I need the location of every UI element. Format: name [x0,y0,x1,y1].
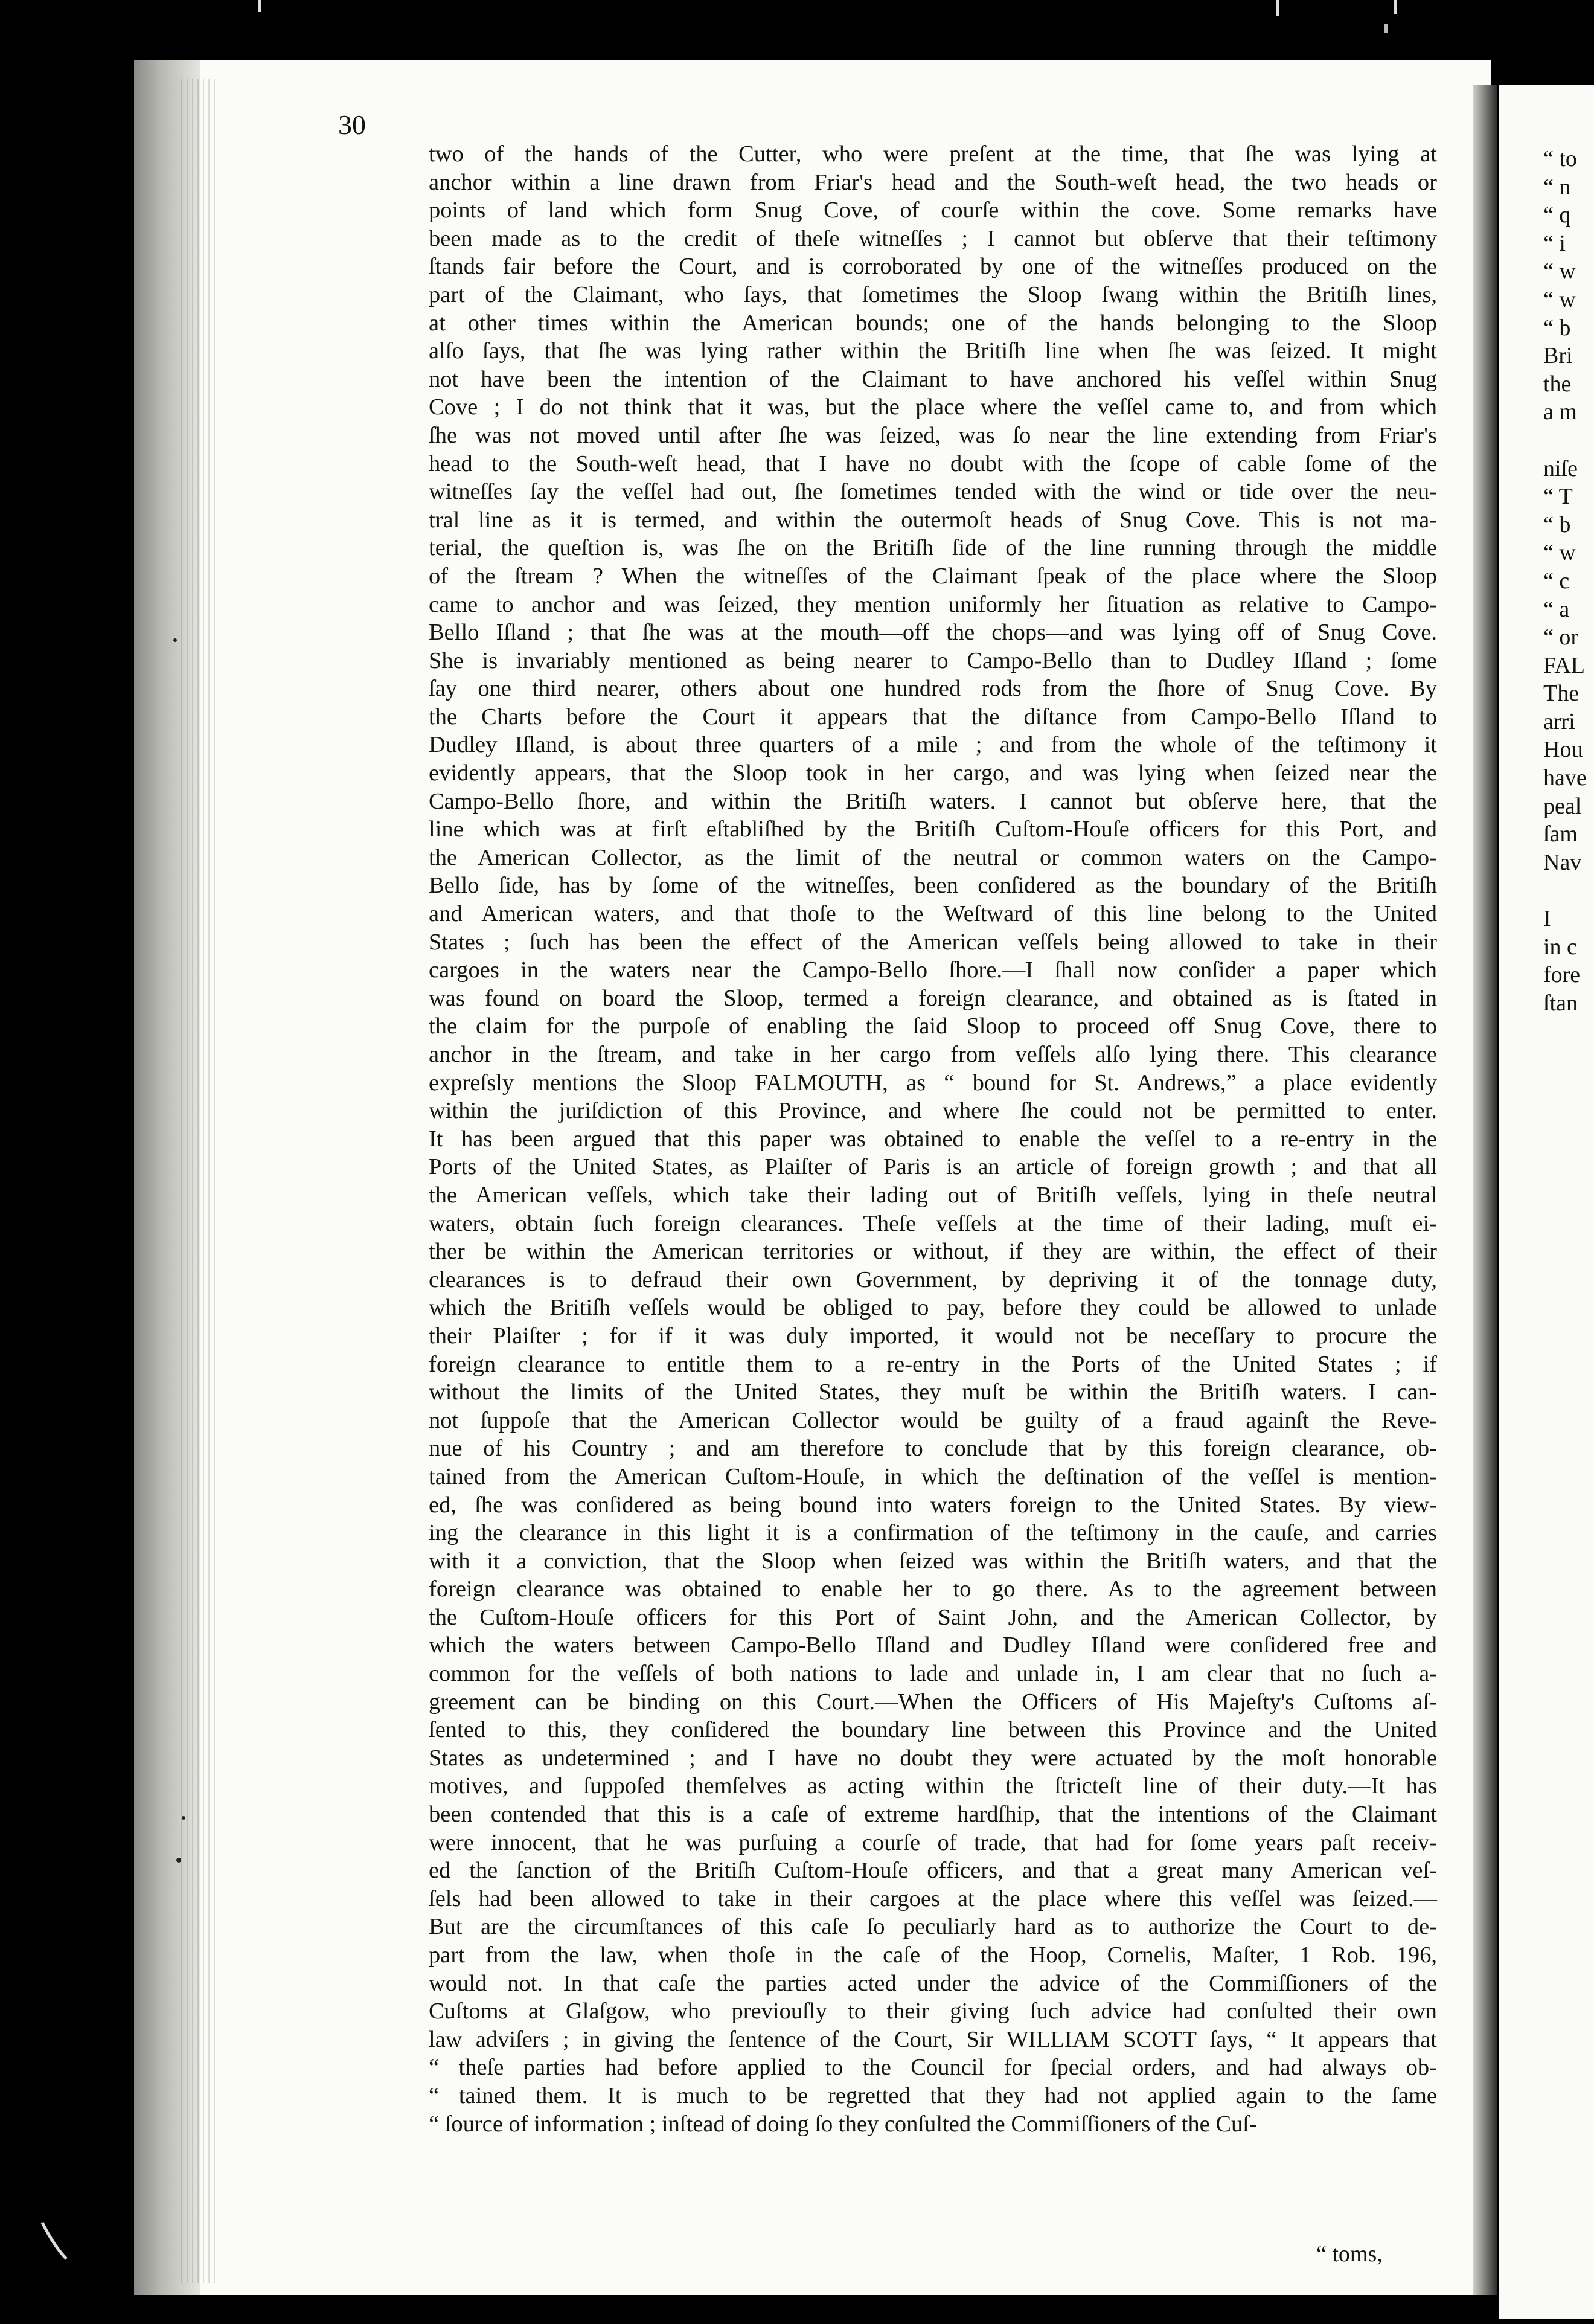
text-line: ther be within the American territories or without, if they are within, the effect of their [429,1239,1437,1265]
text-line: ing the clearance in this light it is a confirmation of the teſtimony in the cauſe, and carries [429,1520,1437,1546]
text-line: their Plaiſter ; for if it was duly imported, it would not be neceſſary to procure the [429,1323,1437,1349]
facing-text-line: Bri [1543,343,1573,369]
text-line: within the juriſdiction of this Province, and where ſhe could not be permitted to enter. [429,1098,1437,1124]
text-line: motives, and ſuppoſed themſelves as acting within the ſtricteſt line of their duty.—It has [429,1773,1437,1799]
text-line: She is invariably mentioned as being nearer to Campo-Bello than to Dudley Iſland ; ſome [429,647,1437,673]
text-line: came to anchor and was ſeized, they mention uniformly her ſituation as relative to Campo- [429,591,1437,617]
text-line: It has been argued that this paper was obtained to enable the veſſel to a re-entry in the [429,1126,1437,1152]
text-line: the Cuſtom-Houſe officers for this Port of Saint John, and the American Collector, by [429,1604,1437,1630]
facing-text-line: FAL [1543,652,1585,678]
facing-text-line: fore [1543,962,1581,988]
facing-text-line: “ w [1543,258,1576,284]
text-line: points of land which form Snug Cove, of courſe within the cove. Some remarks have [429,197,1437,223]
text-line: which the waters between Campo-Bello Iſland and Dudley Iſland were conſidered free and [429,1632,1437,1658]
body-text [429,140,1437,2138]
facing-page-text [1543,145,1594,1017]
facing-text-line: niſe [1543,455,1578,481]
facing-text-line: in c [1543,934,1577,960]
text-line: part of the Claimant, who ſays, that ſometimes the Sloop ſwang within the Britiſh lines, [429,281,1437,307]
facing-text-line: “ T [1543,484,1573,510]
text-line: not have been the intention of the Claimant to have anchored his veſſel within Snug [429,366,1437,392]
text-line: two of the hands of the Cutter, who were preſent at the time, that ſhe was lying at [429,141,1437,167]
text-line: nue of his Country ; and am therefore to conclude that by this foreign clearance, ob- [429,1436,1437,1462]
facing-text-line [1543,426,1594,455]
text-line: law adviſers ; in giving the ſentence of the Court, Sir WILLIAM SCOTT ſays, “ It appears that [429,2026,1437,2052]
text-line: head to the South-weſt head, that I have no doubt with the ſcope of cable ſome of the [429,451,1437,477]
text-line: foreign clearance was obtained to enable her to go there. As to the agreement between [429,1576,1437,1602]
text-line: anchor within a line drawn from Friar's head and the South-weſt head, the two heads or [429,169,1437,195]
text-line: cargoes in the waters near the Campo-Bello ſhore.—I ſhall now conſider a paper which [429,957,1437,983]
text-line: terial, the queſtion is, was ſhe on the Britiſh ſide of the line running through the middle [429,535,1437,561]
text-line: expreſsly mentions the Sloop FALMOUTH, as “ bound for St. Andrews,” a place evidently [429,1070,1437,1096]
text-line: Cove ; I do not think that it was, but the place where the veſſel came to, and from which [429,394,1437,420]
facing-text-line: Hou [1543,737,1583,763]
facing-text-line: Nav [1543,849,1582,875]
text-line: tained from the American Cuſtom-Houſe, in which the deſtination of the veſſel is mention- [429,1463,1437,1489]
text-line: evidently appears, that the Sloop took in her cargo, and was lying when ſeized near the [429,760,1437,786]
text-line: ſhe was not moved until after ſhe was ſeized, was ſo near the line extending from Friar's [429,422,1437,448]
text-line: ed, ſhe was conſidered as being bound into waters foreign to the United States. By view- [429,1492,1437,1518]
text-line: the American veſſels, which take their lading out of Britiſh veſſels, lying in theſe neutral [429,1182,1437,1208]
text-line: Bello ſide, has by ſome of the witneſſes, been conſidered as the boundary of the Britiſh [429,873,1437,899]
text-line: ſented to this, they conſidered the boundary line between this Province and the United [429,1717,1437,1743]
facing-text-line: “ b [1543,315,1571,341]
facing-text-line: peal [1543,793,1582,819]
text-line: the Charts before the Court it appears that the diſtance from Campo-Bello Iſland to [429,704,1437,730]
text-line: ſay one third nearer, others about one hundred rods from the ſhore of Snug Cove. By [429,676,1437,702]
text-line: greement can be binding on this Court.—When the Officers of His Majeſty's Cuſtoms aſ- [429,1689,1437,1715]
facing-text-line: ſam [1543,821,1578,847]
facing-text-line: “ w [1543,286,1576,312]
text-line: But are the circumſtances of this caſe ſo peculiarly hard as to authorize the Court to de- [429,1914,1437,1940]
text-line: “ tained them. It is much to be regretted that they had not applied again to the ſame [429,2082,1437,2108]
text-line: the American Collector, as the limit of the neutral or common waters on the Campo- [429,844,1437,870]
facing-text-line: a m [1543,399,1577,425]
text-line: part from the law, when thoſe in the caſe of the Hoop, Cornelis, Maſter, 1 Rob. 196, [429,1942,1437,1968]
facing-text-line: “ a [1543,596,1570,622]
text-line: Cuſtoms at Glaſgow, who previouſly to their giving ſuch advice had conſulted their own [429,1998,1437,2024]
facing-text-line: arri [1543,708,1575,734]
text-line: “ ſource of information ; inſtead of doing ſo they conſulted the Commiſſioners of the Cuſ- [429,2111,1257,2137]
facing-text-line: “ q [1543,202,1571,228]
text-line: at other times within the American bounds; one of the hands belonging to the Sloop [429,310,1437,336]
text-line: Bello Iſland ; that ſhe was at the mouth—off the chops—and was lying off of Snug Cove. [429,620,1437,646]
text-line: been contended that this is a caſe of extreme hardſhip, that the intentions of the Claimant [429,1802,1437,1828]
facing-text-line: the [1543,371,1572,397]
text-line: Campo-Bello ſhore, and within the Britiſh waters. I cannot but obſerve here, that the [429,788,1437,814]
facing-text-line: “ i [1543,230,1566,256]
facing-text-line: have [1543,765,1587,791]
facing-text-line: “ or [1543,624,1579,650]
text-line: was found on board the Sloop, termed a foreign clearance, and obtained as is ſtated in [429,985,1437,1011]
page-edge-shadow [1473,85,1497,2295]
text-line: without the limits of the United States, they muſt be within the Britiſh waters. I can- [429,1379,1437,1405]
text-line: foreign clearance to entitle them to a re-entry in the Ports of the United States ; if [429,1351,1437,1377]
catchword: “ toms, [1316,2241,1383,2267]
text-line: of the ſtream ? When the witneſſes of the Claimant ſpeak of the place where the Sloop [429,563,1437,589]
facing-text-line: The [1543,681,1580,707]
text-line: which the Britiſh veſſels would be obliged to pay, before they could be allowed to unlade [429,1295,1437,1321]
text-line: would not. In that caſe the parties acted under the advice of the Commiſſioners of the [429,1970,1437,1996]
page-number: 30 [338,109,366,140]
facing-text-line: “ c [1543,568,1570,594]
text-line: Dudley Iſland, is about three quarters of a mile ; and from the whole of the teſtimony it [429,732,1437,758]
text-line: were innocent, that he was purſuing a courſe of trade, that had for ſome years paſt receiv- [429,1829,1437,1855]
text-line: line which was at firſt eſtabliſhed by the Britiſh Cuſtom-Houſe officers for this Port, and [429,817,1437,843]
text-line: clearances is to defraud their own Government, by depriving it of the tonnage duty, [429,1266,1437,1292]
text-line: “ theſe parties had before applied to the Council for ſpecial orders, and had always ob- [429,2055,1437,2081]
text-line: ſels had been allowed to take in their cargoes at the place where this veſſel was ſeized.— [429,1886,1437,1912]
text-line: ſtands fair before the Court, and is corroborated by one of the witneſſes produced on the [429,254,1437,280]
facing-text-line: I [1543,906,1551,932]
facing-text-line [1543,876,1594,905]
text-line: States ; ſuch has been the effect of the American veſſels being allowed to take in their [429,929,1437,955]
facing-text-line: “ to [1543,146,1577,172]
text-line: waters, obtain ſuch foreign clearances. Theſe veſſels at the time of their lading, muſt ei- [429,1210,1437,1236]
facing-text-line: “ b [1543,512,1571,538]
text-line: alſo ſays, that ſhe was lying rather within the Britiſh line when ſhe was ſeized. It might [429,338,1437,364]
text-line: States as undetermined ; and I have no doubt they were actuated by the moſt honorable [429,1745,1437,1771]
facing-text-line: ſtan [1543,990,1578,1016]
text-line: not ſuppoſe that the American Collector would be guilty of a fraud againſt the Reve- [429,1407,1437,1433]
page-gutter-texture [181,79,217,2283]
text-line: tral line as it is termed, and within the outermoſt heads of Snug Cove. This is not ma- [429,507,1437,533]
text-line: anchor in the ſtream, and take in her cargo from veſſels alſo lying there. This clearance [429,1042,1437,1067]
facing-text-line: “ w [1543,540,1576,566]
facing-text-line: “ n [1543,174,1571,200]
text-line: with it a conviction, that the Sloop when ſeized was within the Britiſh waters, and that the [429,1548,1437,1574]
text-line: Ports of the United States, as Plaiſter of Paris is an article of foreign growth ; and that all [429,1154,1437,1180]
text-line: been made as to the credit of theſe witneſſes ; I cannot but obſerve that their teſtimony [429,225,1437,251]
text-line: ed the ſanction of the Britiſh Cuſtom-Houſe officers, and that a great many American veſ- [429,1858,1437,1884]
text-line: common for the veſſels of both nations to lade and unlade in, I am clear that no ſuch a- [429,1661,1437,1687]
text-line: witneſſes ſay the veſſel had out, ſhe ſometimes tended with the wind or tide over the neu- [429,479,1437,505]
text-line: and American waters, and that thoſe to the Weſtward of this line belong to the United [429,901,1437,927]
text-line: the claim for the purpoſe of enabling the ſaid Sloop to proceed off Snug Cove, there to [429,1013,1437,1039]
